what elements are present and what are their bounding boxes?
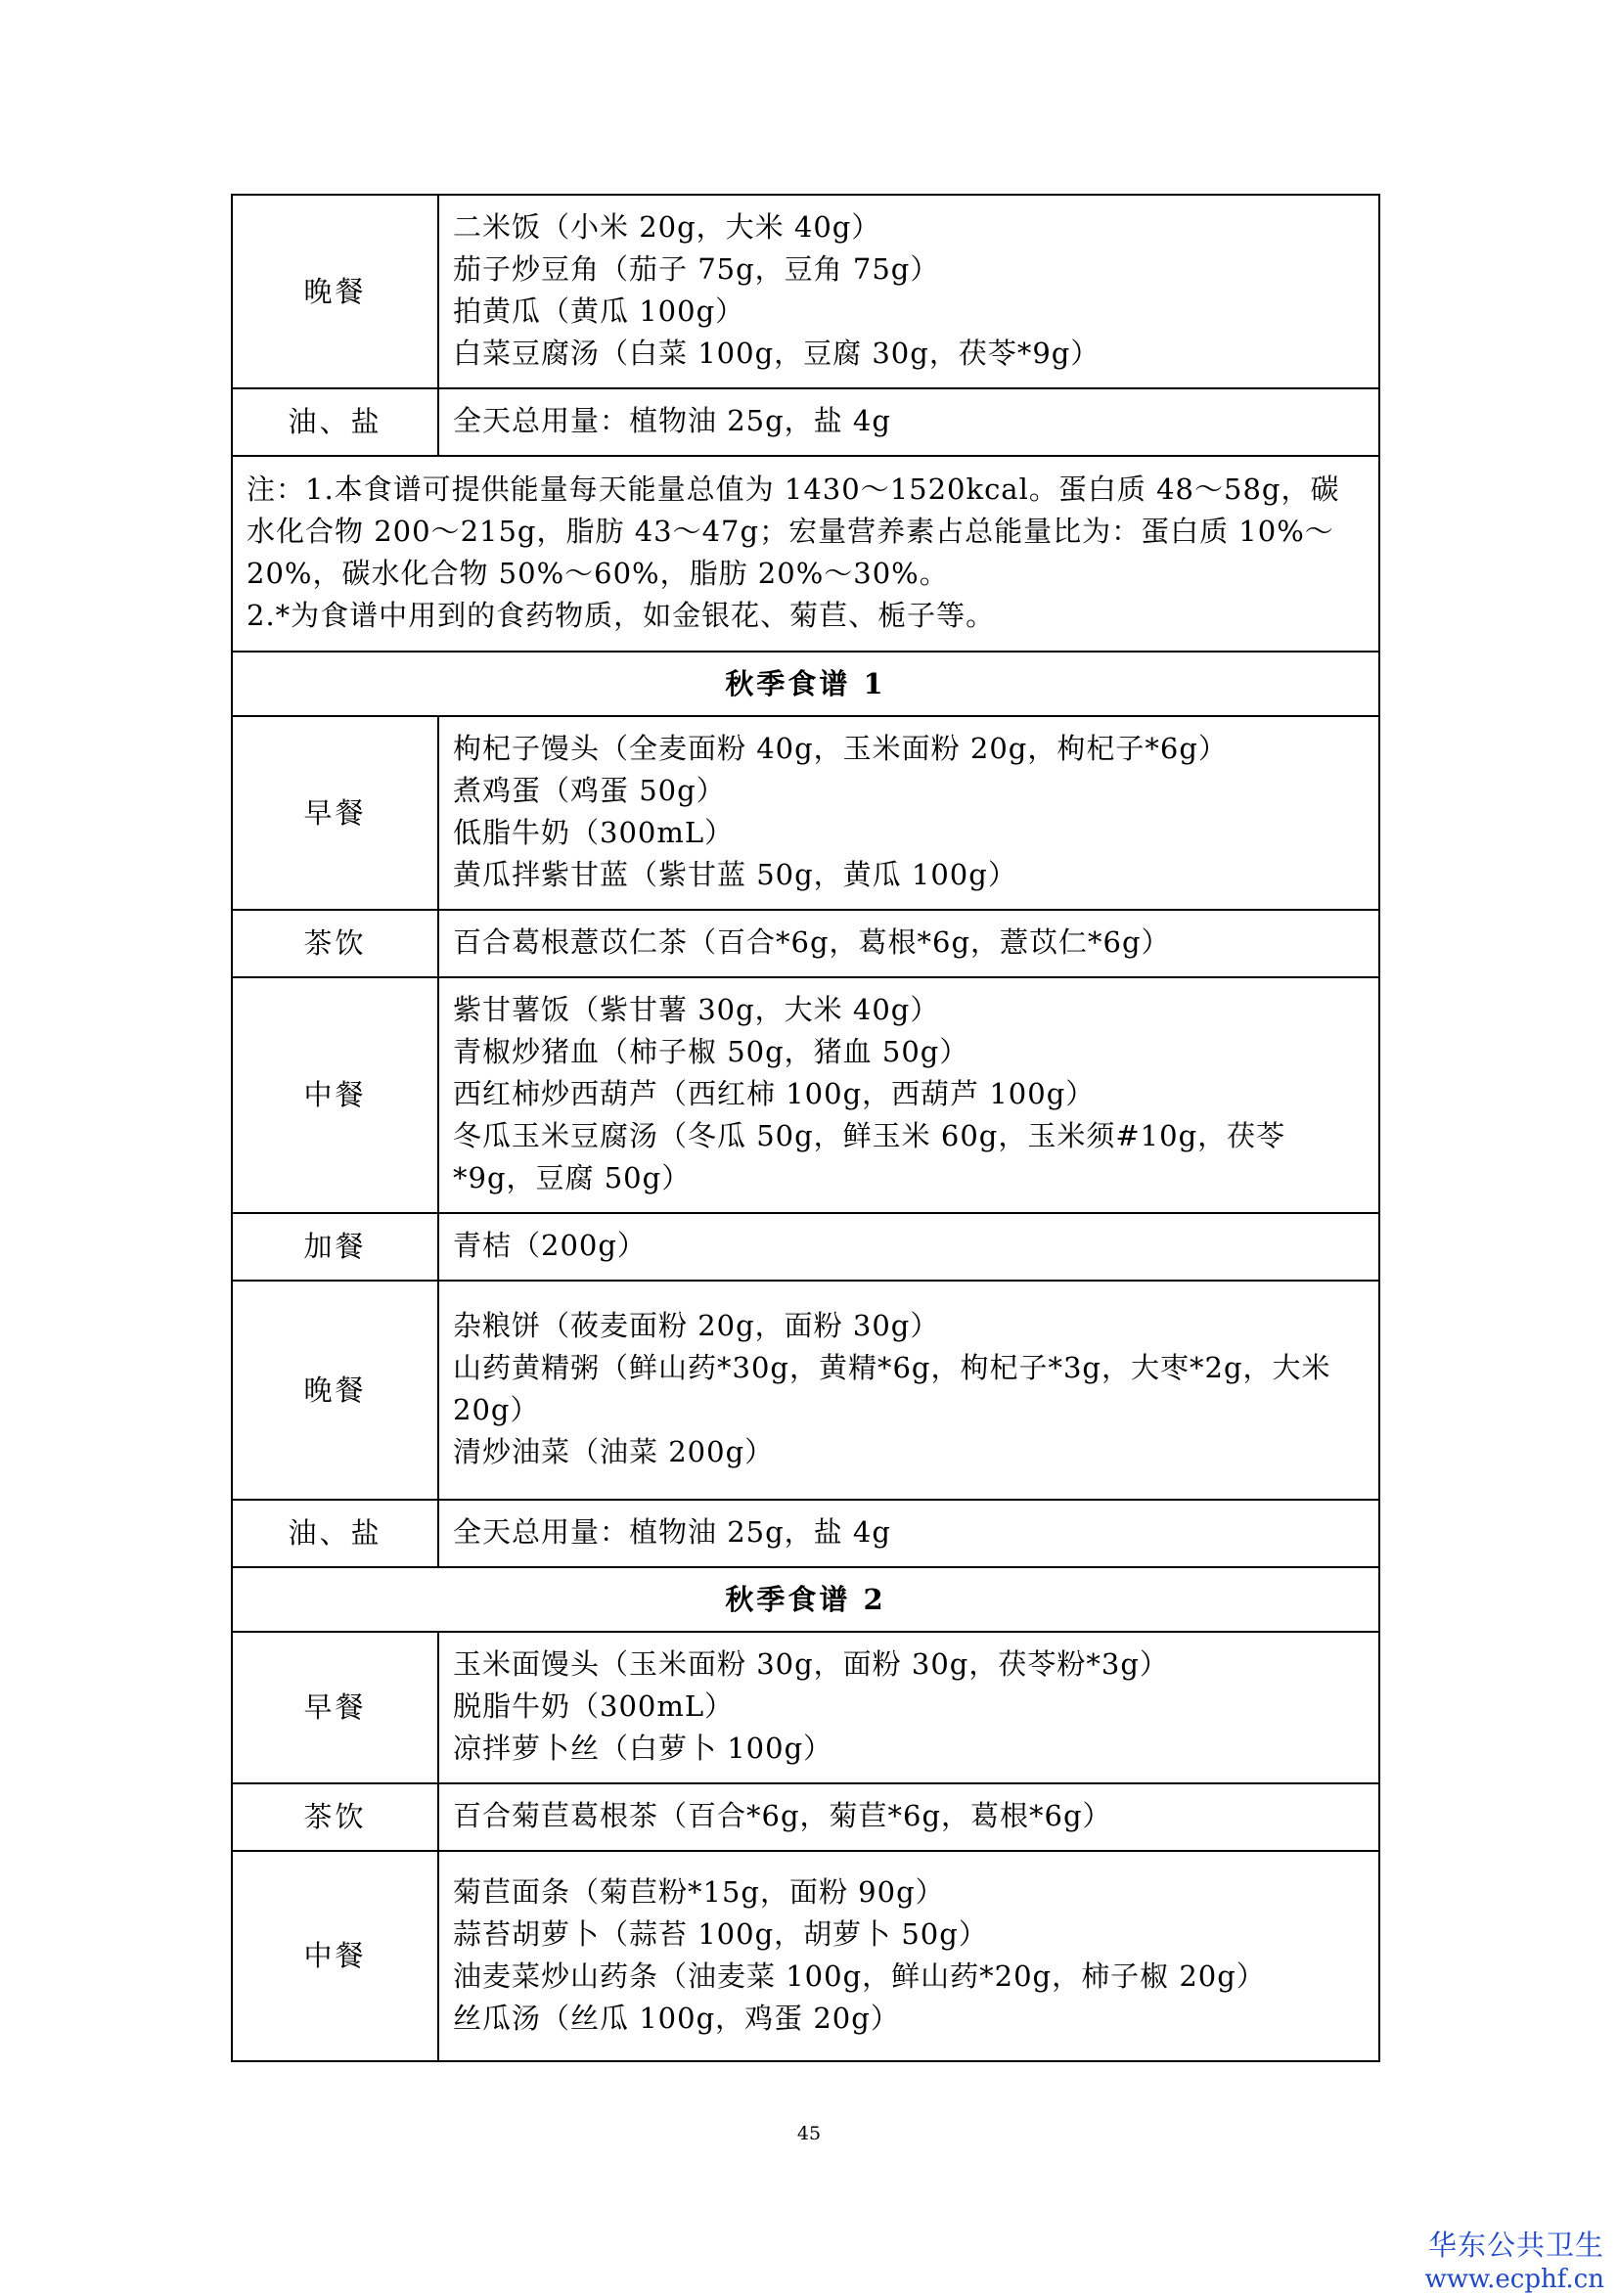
meal-content-tea: 百合菊苣葛根茶（百合*6g，菊苣*6g，葛根*6g） [438,1783,1379,1851]
dish-line: 黄瓜拌紫甘蓝（紫甘蓝 50g，黄瓜 100g） [453,858,1017,891]
dish-line: 丝瓜汤（丝瓜 100g，鸡蛋 20g） [453,2001,900,2035]
dish-line: 西红柿炒西葫芦（西红柿 100g，西葫芦 100g） [453,1077,1096,1110]
meal-content-dinner [438,1281,1379,1500]
table-row [232,1567,1379,1632]
meal-content-dinner [438,195,1379,388]
table-row [232,716,1379,910]
meal-content-oil-salt: 全天总用量：植物油 25g，盐 4g [438,1500,1379,1567]
note-line-2: 2.*为食谱中用到的食药物质，如金银花、菊苣、栀子等。 [247,599,996,632]
meal-label-oil-salt: 油、盐 [232,388,438,456]
meal-content-lunch [438,1851,1379,2061]
table-row [232,1281,1379,1500]
table-row [232,1632,1379,1783]
watermark-title: 华东公共卫生 [1427,2228,1604,2262]
dish-line: 白菜豆腐汤（白菜 100g，豆腐 30g，茯苓*9g） [453,337,1101,370]
table-row [232,910,1379,977]
dish-line: 拍黄瓜（黄瓜 100g） [453,294,745,328]
meal-label-oil-salt: 油、盐 [232,1500,438,1567]
table-row [232,1783,1379,1851]
dish-line: 茄子炒豆角（茄子 75g，豆角 75g） [453,252,940,286]
meal-content-breakfast [438,1632,1379,1783]
table-row [232,977,1379,1213]
dish-line: 山药黄精粥（鲜山药*30g，黄精*6g，枸杞子*3g，大枣*2g，大米 20g） [453,1351,1331,1426]
meal-content-snack: 青桔（200g） [438,1213,1379,1281]
table-row [232,456,1379,652]
meal-label-breakfast: 早餐 [232,716,438,910]
menu-note [232,456,1379,652]
meal-content-lunch [438,977,1379,1213]
dish-line: 青椒炒猪血（柿子椒 50g，猪血 50g） [453,1035,969,1068]
dish-line: 凉拌萝卜丝（白萝卜 100g） [453,1732,833,1765]
table-row [232,388,1379,456]
table-row [232,652,1379,716]
dish-line: 脱脂牛奶（300mL） [453,1689,735,1723]
meal-label-breakfast: 早餐 [232,1632,438,1783]
page-number: 45 [796,2123,822,2144]
meal-content-tea: 百合葛根薏苡仁茶（百合*6g，葛根*6g，薏苡仁*6g） [438,910,1379,977]
dish-line: 清炒油菜（油菜 200g） [453,1435,775,1468]
watermark [1424,2228,1604,2296]
section-title-autumn-1: 秋季食谱 1 [232,652,1379,716]
meal-content-breakfast [438,716,1379,910]
meal-label-lunch: 中餐 [232,977,438,1213]
dish-line: 二米饭（小米 20g，大米 40g） [453,210,881,244]
dish-line: 玉米面馒头（玉米面粉 30g，面粉 30g，茯苓粉*3g） [453,1647,1169,1681]
meal-content-oil-salt: 全天总用量：植物油 25g，盐 4g [438,388,1379,456]
table-row [232,1500,1379,1567]
section-title-autumn-2: 秋季食谱 2 [232,1567,1379,1632]
meal-label-tea: 茶饮 [232,1783,438,1851]
meal-label-dinner: 晚餐 [232,195,438,388]
meal-label-lunch: 中餐 [232,1851,438,2061]
dish-line: 蒜苔胡萝卜（蒜苔 100g，胡萝卜 50g） [453,1916,988,1951]
table-row [232,1213,1379,1281]
dish-line: 杂粮饼（莜麦面粉 20g，面粉 30g） [453,1309,940,1342]
meal-label-snack: 加餐 [232,1213,438,1281]
dish-line: 菊苣面条（菊苣粉*15g，面粉 90g） [453,1874,945,1909]
menu-table [231,194,1380,2062]
table-row [232,195,1379,388]
dish-line: 紫甘薯饭（紫甘薯 30g，大米 40g） [453,993,940,1026]
note-line-1: 注：1.本食谱可提供能量每天能量总值为 1430～1520kcal。蛋白质 48～58g，碳水化合物 200～215g，脂肪 43～47g；宏量营养素占总能量比为：蛋白质 10%～20%，碳水化合物 50%～60%，脂肪 20%～30%。 [247,473,1340,590]
meal-label-dinner: 晚餐 [232,1281,438,1500]
dish-line: 油麦菜炒山药条（油麦菜 100g，鲜山药*20g，柿子椒 20g） [453,1958,1266,1993]
watermark-url: www.ecphf.cn [1424,2265,1604,2294]
dish-line: 冬瓜玉米豆腐汤（冬瓜 50g，鲜玉米 60g，玉米须#10g，茯苓*9g，豆腐 50g） [453,1119,1286,1194]
table-row [232,1851,1379,2061]
dish-line: 枸杞子馒头（全麦面粉 40g，玉米面粉 20g，枸杞子*6g） [453,732,1228,765]
meal-label-tea: 茶饮 [232,910,438,977]
dish-line: 煮鸡蛋（鸡蛋 50g） [453,774,726,807]
dish-line: 低脂牛奶（300mL） [453,816,735,849]
